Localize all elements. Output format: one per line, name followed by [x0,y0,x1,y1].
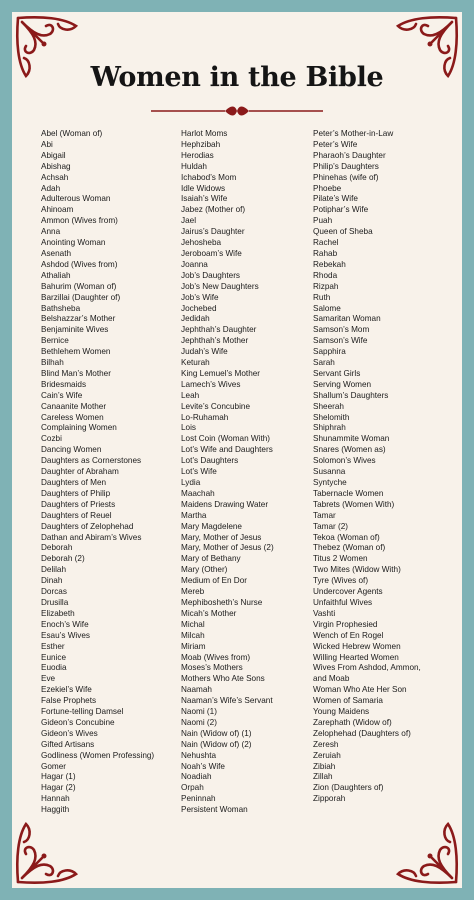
list-item: Ammon (Wives from) [41,216,118,226]
names-column-1 [41,129,154,816]
list-item: Tamar [313,510,336,520]
list-item: Ruth [313,292,331,302]
list-item: Fortune-telling Damsel [41,707,124,717]
list-item: Dinah [41,576,63,586]
list-item: Tabrets (Women With) [313,499,395,509]
list-item: Jochebed [181,303,217,313]
list-item: Rebekah [313,259,346,269]
list-item: Two Mites (Widow With) [313,565,401,575]
list-item: Asenath [41,248,72,258]
list-item: Lot’s Wife [181,467,217,477]
list-item: Daughter of Abraham [41,467,119,477]
list-item: Ahinoam [41,205,74,215]
list-item: Cain’s Wife [41,390,83,400]
list-item: Adulterous Woman [41,194,111,204]
list-item: Jabez (Mother of) [181,205,246,215]
list-item: Abishag [41,161,71,171]
list-item: Shunammite Woman [313,434,390,444]
list-item: Moses’s Mothers [181,663,243,673]
list-item: Virgin Prophesied [313,619,378,629]
list-item: Mary Magdelene [181,521,242,531]
list-item: Bethlehem Women [41,347,111,357]
list-item: Nain (Widow of) (1) [181,728,252,738]
list-item: Drusilla [41,597,69,607]
list-item: Persistent Woman [181,805,248,815]
list-item: Shallum’s Daughters [313,390,389,400]
list-item: Micah’s Mother [181,608,237,618]
list-item: Lydia [181,478,201,487]
list-item: Zipporah [313,794,346,804]
list-item: Dancing Women [41,445,102,455]
list-item: Enoch’s Wife [41,619,89,629]
list-item: Medium of En Dor [181,576,247,586]
list-item: Tekoa (Woman of) [313,532,380,542]
list-item: Jeroboam’s Wife [181,248,242,258]
list-item: Willing Hearted Women [313,652,399,662]
list-item: Keturah [181,358,210,368]
list-item: Complaining Women [41,423,117,433]
list-item: Naomi (1) [181,707,217,717]
list-item: Zarephath (Widow of) [313,717,392,727]
list-item: King Lemuel’s Mother [181,368,261,378]
list-item: Maachah [181,488,215,498]
list-item: Jephthah’s Daughter [181,325,257,335]
list-item: Moab (Wives from) [181,652,251,662]
list-item: Mary, Mother of Jesus [181,532,262,542]
list-item: Phoebe [313,183,342,193]
list-item: Puah [313,216,333,226]
list-item: Job’s New Daughters [181,281,259,291]
list-item: Martha [181,510,207,520]
list-item: Lot’s Wife and Daughters [181,445,273,455]
list-item: Lamech’s Wives [181,379,241,389]
list-item: Eve [41,674,56,684]
list-item: Young Maidens [313,707,370,717]
list-item: Sheerah [313,401,344,411]
list-item: Benjaminite Wives [41,325,109,335]
list-item: Deborah [41,543,73,553]
list-item: Gideon’s Wives [41,728,98,738]
list-item: Daughters of Reuel [41,510,112,520]
list-item: Deborah (2) [41,554,85,564]
list-item: Noah’s Wife [181,761,225,771]
list-item: Servant Girls [313,368,361,378]
list-item: Women of Samaria [313,696,383,706]
list-item: Peter’s Wife [313,139,358,149]
list-item: Hephzibah [181,139,221,149]
list-item: Bathsheba [41,303,81,313]
list-item: Jairus’s Daughter [181,227,245,237]
list-item: Lost Coin (Woman With) [181,434,271,444]
list-item: Delilah [41,565,67,575]
list-item: Sarah [313,358,335,368]
list-item: Peninnah [181,794,216,804]
list-item: Wicked Hebrew Women [313,641,401,651]
list-item: and Moab [313,674,350,684]
list-item: Daughters of Priests [41,499,116,509]
list-item: Nehushta [181,750,217,760]
list-item: Solomon’s Wives [313,456,376,466]
list-item: Zillah [313,772,333,782]
list-item: Daughters of Men [41,478,107,487]
list-item: Wench of En Rogel [313,630,384,640]
list-item: Zelophehad (Daughters of) [313,728,411,738]
list-item: Undercover Agents [313,587,383,597]
list-item: Athaliah [41,270,71,280]
list-item: Job’s Wife [181,292,219,302]
poster-card [12,12,462,888]
list-item: Woman Who Ate Her Son [313,685,407,695]
list-item: Maidens Drawing Water [181,499,269,509]
list-item: Hagar (1) [41,772,76,782]
list-item: Careless Women [41,412,104,422]
divider-flourish-icon [147,105,327,117]
names-column-2 [181,129,274,816]
list-item: Canaanite Mother [41,401,107,411]
list-item: Adah [41,183,61,193]
list-item: Dathan and Abiram’s Wives [41,532,142,542]
list-item: Mary, Mother of Jesus (2) [181,543,274,553]
list-item: Huldah [181,161,207,171]
list-item: Tabernacle Women [313,488,384,498]
list-item: Pilate’s Wife [313,194,358,204]
list-item: Zeresh [313,739,339,749]
list-item: Herodias [181,150,214,160]
list-item: Cozbi [41,434,62,444]
list-item: Jedidah [181,314,210,324]
list-item: Orpah [181,783,204,793]
list-item: Titus 2 Women [313,554,368,564]
list-item: Serving Women [313,379,372,389]
list-item: Job’s Daughters [181,270,241,280]
list-item: Elizabeth [41,608,75,618]
list-item: Ichabod’s Mom [181,172,237,182]
list-item: Esau’s Wives [41,630,90,640]
list-item: Michal [181,619,205,629]
list-item: Hannah [41,794,70,804]
list-item: Thebez (Woman of) [313,543,386,553]
list-item: Daughters of Zelophehad [41,521,134,531]
list-item: Shiphrah [313,423,346,433]
scroll-flourish-icon [392,818,462,888]
list-item: Snares (Women as) [313,445,386,455]
list-item: Zeruiah [313,750,341,760]
list-item: Hagar (2) [41,783,76,793]
list-item: Blind Man’s Mother [41,368,111,378]
list-item: Naomi (2) [181,717,217,727]
list-item: Milcah [181,630,205,640]
list-item: Shelomith [313,412,350,422]
list-item: Gideon’s Concubine [41,717,115,727]
list-item: Susanna [313,467,346,477]
list-item: Euodia [41,663,67,673]
list-item: Haggith [41,805,70,815]
list-item: Belshazzar’s Mother [41,314,116,324]
list-item: Isaiah’s Wife [181,194,228,204]
list-item: Naaman’s Wife’s Servant [181,696,273,706]
list-item: Samson’s Wife [313,336,368,346]
list-item: Queen of Sheba [313,227,373,237]
list-item: Zibiah [313,761,336,771]
list-item: Daughters of Philip [41,488,111,498]
list-item: Ashdod (Wives from) [41,259,118,269]
list-item: Pharaoh’s Daughter [313,150,386,160]
list-item: Lo-Ruhamah [181,412,229,422]
list-item: Tamar (2) [313,521,349,531]
list-item: Unfaithful Wives [313,597,373,607]
list-item: Joanna [181,259,208,269]
list-item: Zion (Daughters of) [313,783,384,793]
list-item: Rizpah [313,281,339,291]
list-item: Phinehas (wife of) [313,172,379,182]
list-item: Peter’s Mother-in-Law [313,129,394,138]
list-item: Potiphar’s Wife [313,205,369,215]
list-item: Gomer [41,761,67,771]
names-column-3 [313,129,421,805]
list-item: False Prophets [41,696,97,706]
list-item: Lois [181,423,197,433]
list-item: Dorcas [41,587,67,597]
list-item: Wives From Ashdod, Ammon, [313,663,421,673]
list-item: Daughters as Cornerstones [41,456,142,466]
list-item: Mary of Bethany [181,554,241,564]
list-item: Naamah [181,685,212,695]
list-item: Rhoda [313,270,338,280]
list-item: Sapphira [313,347,346,357]
scroll-flourish-icon [12,818,82,888]
list-item: Nain (Widow of) (2) [181,739,252,749]
list-item: Samson’s Mom [313,325,370,335]
list-item: Judah’s Wife [181,347,228,357]
list-item: Abigail [41,150,66,160]
list-item: Samaritan Woman [313,314,381,324]
list-item: Anointing Woman [41,238,106,248]
list-item: Achsah [41,172,69,182]
list-item: Vashti [313,608,336,618]
list-item: Salome [313,303,341,313]
page-title: Women in the Bible [90,62,384,93]
list-item: Abel (Woman of) [41,129,103,138]
list-item: Mereb [181,587,205,597]
list-item: Bernice [41,336,69,346]
list-item: Eunice [41,652,67,662]
list-item: Mephibosheth’s Nurse [181,597,263,607]
list-item: Anna [41,227,61,237]
list-item: Jael [181,216,197,226]
list-item: Esther [41,641,65,651]
list-item: Idle Widows [181,183,226,193]
list-item: Harlot Moms [181,129,228,138]
list-item: Rahab [313,248,338,258]
list-item: Bridesmaids [41,379,87,389]
list-item: Syntyche [313,478,347,487]
list-item: Lot’s Daughters [181,456,239,466]
list-item: Rachel [313,238,339,248]
list-item: Abi [41,139,53,149]
list-item: Godliness (Women Professing) [41,750,155,760]
list-item: Leah [181,390,200,400]
list-item: Bilhah [41,358,64,368]
list-item: Barzillai (Daughter of) [41,292,121,302]
list-item: Gifted Artisans [41,739,95,749]
list-item: Bahurim (Woman of) [41,281,117,291]
list-item: Jephthah’s Mother [181,336,249,346]
list-item: Jehosheba [181,238,222,248]
list-item: Mary (Other) [181,565,228,575]
list-item: Ezekiel’s Wife [41,685,92,695]
list-item: Miriam [181,641,206,651]
list-item: Noadiah [181,772,212,782]
list-item: Philip’s Daughters [313,161,379,171]
list-item: Tyre (Wives of) [313,576,369,586]
list-item: Mothers Who Ate Sons [181,674,265,684]
list-item: Levite’s Concubine [181,401,251,411]
